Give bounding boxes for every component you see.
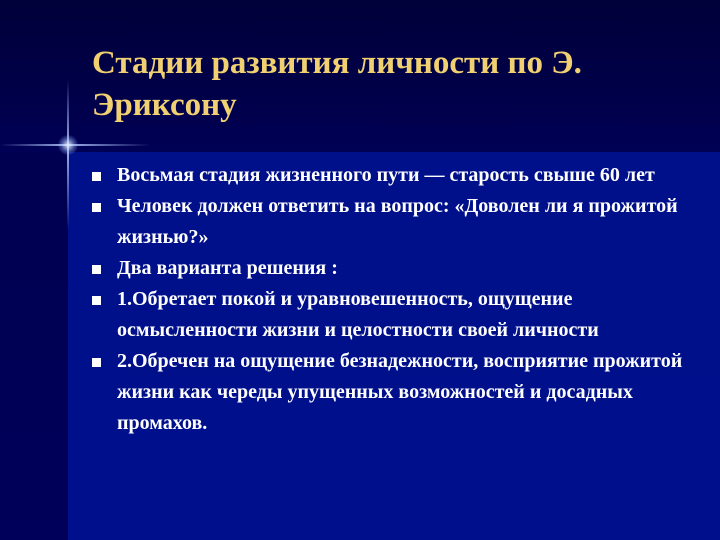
sparkle-star-icon — [58, 135, 78, 155]
bullet-item — [92, 160, 692, 191]
bullet-item — [92, 346, 692, 439]
slide-left-panel — [0, 152, 68, 540]
bullet-item — [92, 191, 692, 253]
square-bullet-icon — [92, 265, 101, 274]
bullet-item — [92, 253, 692, 284]
bullet-text: Два варианта решения : — [117, 257, 338, 279]
bullet-text: Человек должен ответить на вопрос: «Доволен ли я прожитой жизнью?» — [117, 195, 678, 248]
bullet-item — [92, 284, 692, 346]
square-bullet-icon — [92, 358, 101, 367]
bullet-list — [92, 160, 692, 439]
slide-title: Стадии развития личности по Э. Эриксону — [92, 45, 582, 123]
bullet-text: Восьмая стадия жизненного пути — старость свыше 60 лет — [117, 164, 655, 186]
square-bullet-icon — [92, 296, 101, 305]
square-bullet-icon — [92, 172, 101, 181]
bullet-text: 1.Обретает покой и уравновешенность, ощущение осмысленности жизни и целостности своей личности — [117, 288, 599, 341]
sparkle-vertical-icon — [67, 80, 69, 230]
bullet-text: 2.Обречен на ощущение безнадежности, восприятие прожитой жизни как череды упущенных возможностей и досадных промахов. — [117, 350, 683, 434]
square-bullet-icon — [92, 203, 101, 212]
